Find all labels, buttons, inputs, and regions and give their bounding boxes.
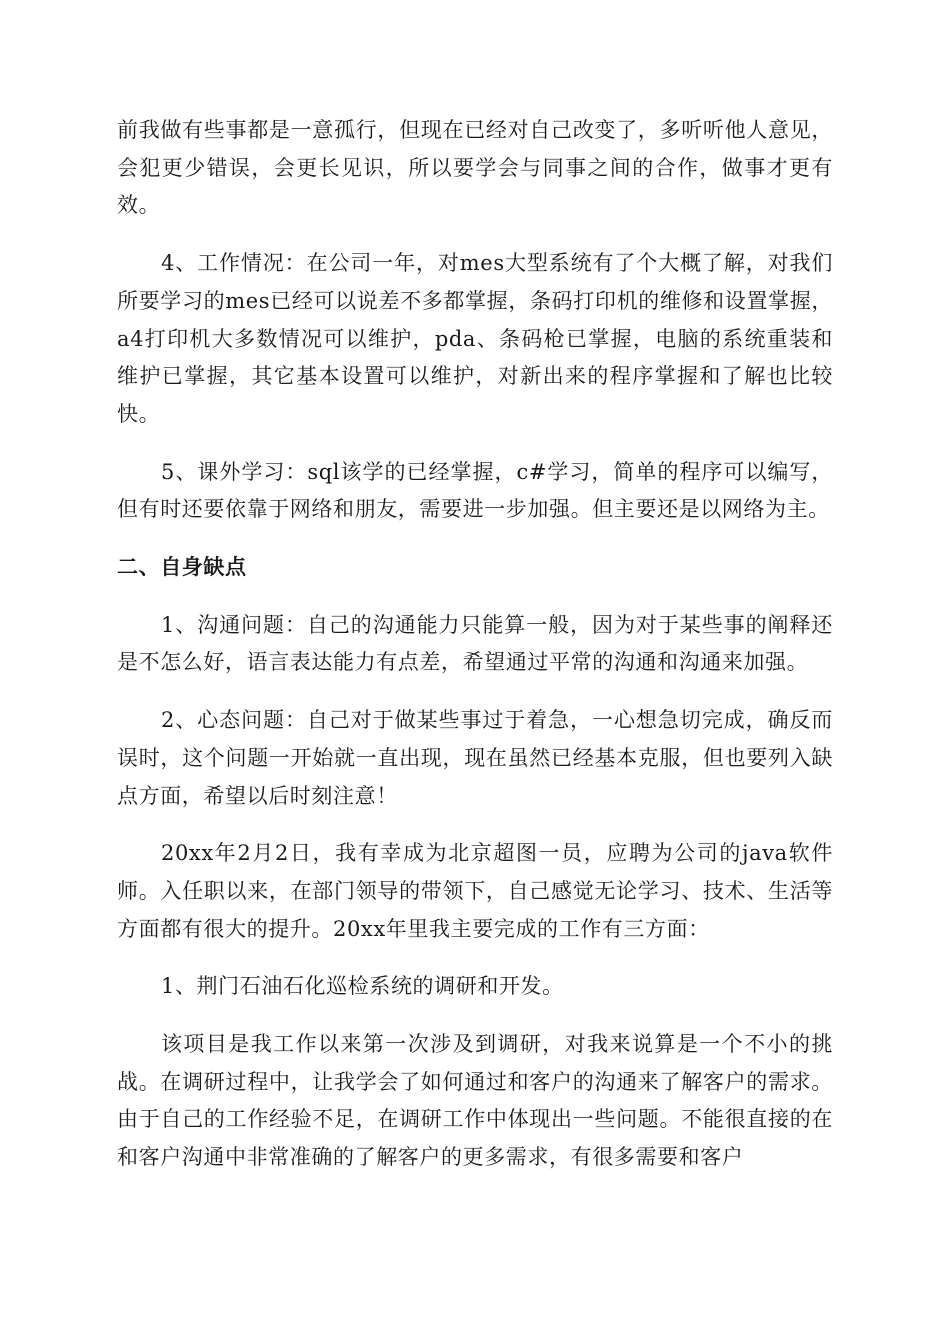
document-page bbox=[117, 112, 833, 1197]
paragraph-project-item: 1、荆门石油石化巡检系统的调研和开发。 bbox=[161, 974, 564, 999]
paragraph-job-intro: 20xx年2月2日，我有幸成为北京超图一员，应聘为公司的java软件师。入任职以来，在部门领导的带领下，自己感觉无论学习、技术、生活等方面都有很大的提升。20xx年里我主要完成的工作有三方面： bbox=[117, 841, 833, 941]
paragraph-communication-issue: 1、沟通问题：自己的沟通能力只能算一般，因为对于某些事的阐释还是不怎么好，语言表达能力有点差，希望通过平常的沟通和沟通来加强。 bbox=[117, 612, 833, 675]
paragraph-work-status: 4、工作情况：在公司一年，对mes大型系统有了个大概了解，对我们所要学习的mes已经可以说差不多都掌握，条码打印机的维修和设置掌握，a4打印机大多数情况可以维护，pda、条码枪已掌握，电脑的系统重装和维护已掌握，其它基本设置可以维护，对新出来的程序掌握和了解也比较快。 bbox=[117, 251, 833, 426]
paragraph-continuation: 前我做有些事都是一意孤行，但现在已经对自己改变了，多听听他人意见，会犯更少错误，会更长见识，所以要学会与同事之间的合作，做事才更有效。 bbox=[117, 118, 833, 218]
section-heading-shortcomings: 二、自身缺点 bbox=[117, 555, 247, 580]
paragraph-mindset-issue: 2、心态问题：自己对于做某些事过于着急，一心想急切完成，确反而误时，这个问题一开始就一直出现，现在虽然已经基本克服，但也要列入缺点方面，希望以后时刻注意！ bbox=[117, 708, 833, 808]
paragraph-project-detail: 该项目是我工作以来第一次涉及到调研，对我来说算是一个不小的挑战。在调研过程中，让我学会了如何通过和客户的沟通来了解客户的需求。由于自己的工作经验不足，在调研工作中体现出一些问题。不能很直接的在和客户沟通中非常准确的了解客户的更多需求，有很多需要和客户 bbox=[117, 1032, 833, 1170]
paragraph-extracurricular-study: 5、课外学习：sql该学的已经掌握，c#学习，简单的程序可以编写，但有时还要依靠于网络和朋友，需要进一步加强。但主要还是以网络为主。 bbox=[117, 459, 833, 522]
